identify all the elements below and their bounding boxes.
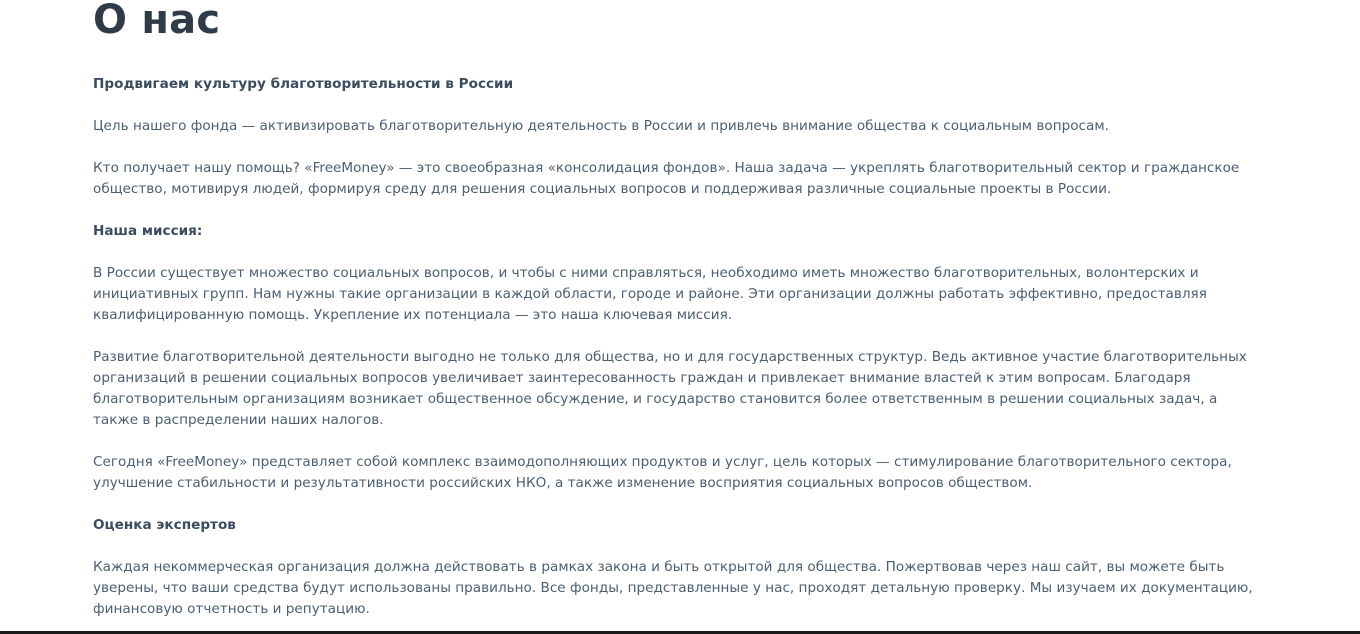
paragraph-mission: В России существует множество социальных вопросов, и чтобы с ними справляться, необходимо иметь множество благотворительных, волонтерских и инициативных групп. Нам нужны такие организации в каждой области, городе и районе. Эти организации должны работать эффективно, предоставляя квалифицированную помощь. Укрепление их потенциала — это наша ключевая миссия. (93, 265, 1207, 323)
paragraph-who-we-help: Кто получает нашу помощь? «FreeMoney» — это своеобразная «консолидация фондов». Наша задача — укреплять благотворительный сектор и гражданское общество, мотивируя людей, формируя среду для решения социальных вопросов и поддерживая различные социальные проекты в России. (93, 160, 1240, 197)
page-title: О нас (93, 0, 221, 43)
paragraph-today: Сегодня «FreeMoney» представляет собой комплекс взаимодополняющих продуктов и услуг, цель которых — стимулирование благотворительного сектора, улучшение стабильности и результативности российских НКО, а также изменение восприятия социальных вопросов обществом. (93, 454, 1232, 491)
subheading-mission: Наша миссия: (93, 223, 203, 239)
paragraph-goal: Цель нашего фонда — активизировать благотворительную деятельность в России и привлечь внимание общества к социальным вопросам. (93, 118, 1109, 134)
paragraph-development: Развитие благотворительной деятельности выгодно не только для общества, но и для государственных структур. Ведь активное участие благотворительных организаций в решении социальных вопросов увеличивает заинтересованность граждан и привлекает внимание властей к этим вопросам. Благодаря благотворительным организациям возникает общественное обсуждение, и государство становится более ответственным в решении социальных задач, а также в распределении наших налогов. (93, 349, 1247, 428)
subheading-charity-culture: Продвигаем культуру благотворительности в России (93, 76, 514, 92)
subheading-experts: Оценка экспертов (93, 517, 236, 533)
paragraph-experts: Каждая некоммерческая организация должна действовать в рамках закона и быть открытой для общества. Пожертвовав через наш сайт, вы можете быть уверены, что ваши средства будут использованы правильно. Все фонды, представленные у нас, проходят детальную проверку. Мы изучаем их документацию, финансовую отчетность и репутацию. (93, 559, 1253, 617)
